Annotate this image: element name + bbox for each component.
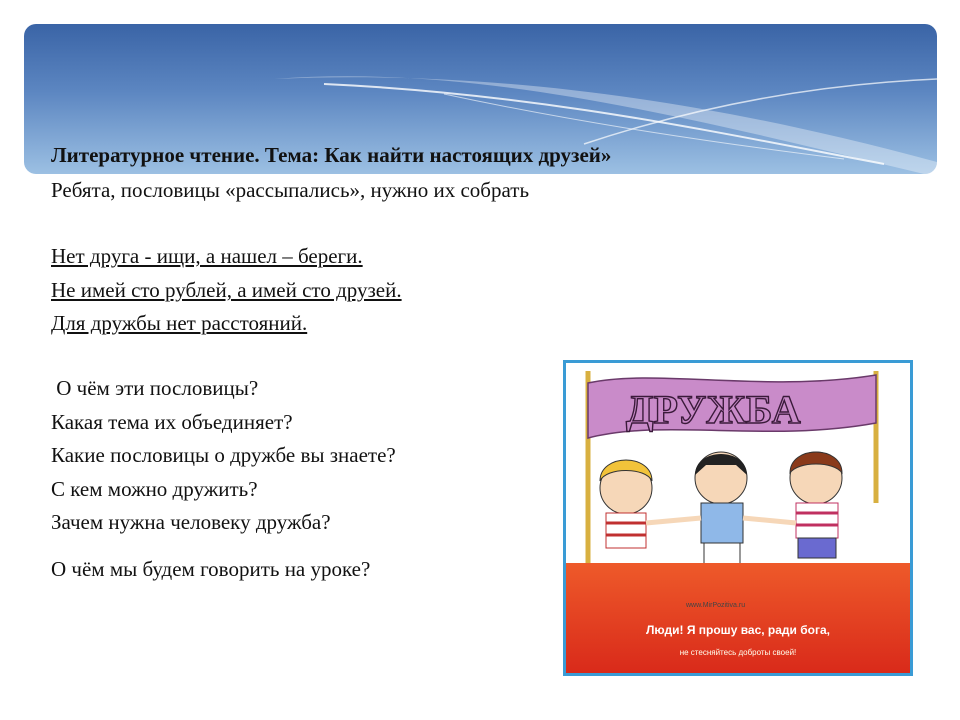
banner-text: ДРУЖБА bbox=[626, 387, 801, 432]
question-1: О чём эти пословицы? bbox=[51, 376, 259, 400]
poster-quote-line1: Люди! Я прошу вас, ради бога, bbox=[645, 623, 831, 637]
question-4: С кем можно дружить? bbox=[51, 477, 258, 501]
proverb-1: Нет друга - ищи, а нашел – береги. bbox=[51, 244, 363, 268]
question-2: Какая тема их объединяет? bbox=[51, 410, 293, 434]
proverb-2: Не имей сто рублей, а имей сто друзей. bbox=[51, 278, 402, 302]
proverb-3: Для дружбы нет расстояний. bbox=[51, 311, 308, 335]
question-5: Зачем нужна человеку дружба? bbox=[51, 510, 331, 534]
children-illustration bbox=[566, 363, 910, 573]
question-3: Какие пословицы о дружбе вы знаете? bbox=[51, 443, 396, 467]
final-question: О чём мы будем говорить на уроке? bbox=[51, 557, 371, 581]
intro-text: Ребята, пословицы «рассыпались», нужно их собрать bbox=[51, 178, 530, 202]
poster-quote-line2: не стесняйтесь доброты своей! bbox=[679, 648, 797, 657]
friendship-poster bbox=[563, 360, 913, 676]
poster-site: www.MirPozitiva.ru bbox=[686, 602, 746, 609]
slide-title: Литературное чтение. Тема: Как найти настоящих друзей» bbox=[51, 143, 612, 167]
